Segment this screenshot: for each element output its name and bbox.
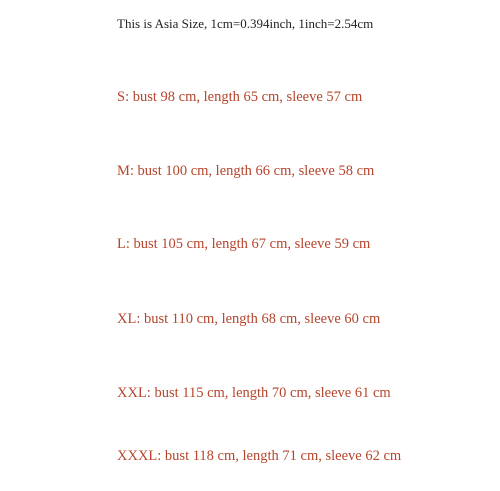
size-row-l: L: bust 105 cm, length 67 cm, sleeve 59 cm bbox=[117, 236, 371, 252]
size-conversion-note: This is Asia Size, 1cm=0.394inch, 1inch=2.54cm bbox=[117, 16, 374, 31]
size-row-m: M: bust 100 cm, length 66 cm, sleeve 58 cm bbox=[117, 163, 375, 179]
size-row-xxl: XXL: bust 115 cm, length 70 cm, sleeve 61 cm bbox=[117, 385, 391, 401]
size-row-xxxl: XXXL: bust 118 cm, length 71 cm, sleeve 62 cm bbox=[117, 448, 402, 464]
size-row-s: S: bust 98 cm, length 65 cm, sleeve 57 cm bbox=[117, 89, 363, 105]
size-row-xl: XL: bust 110 cm, length 68 cm, sleeve 60 cm bbox=[117, 311, 381, 327]
